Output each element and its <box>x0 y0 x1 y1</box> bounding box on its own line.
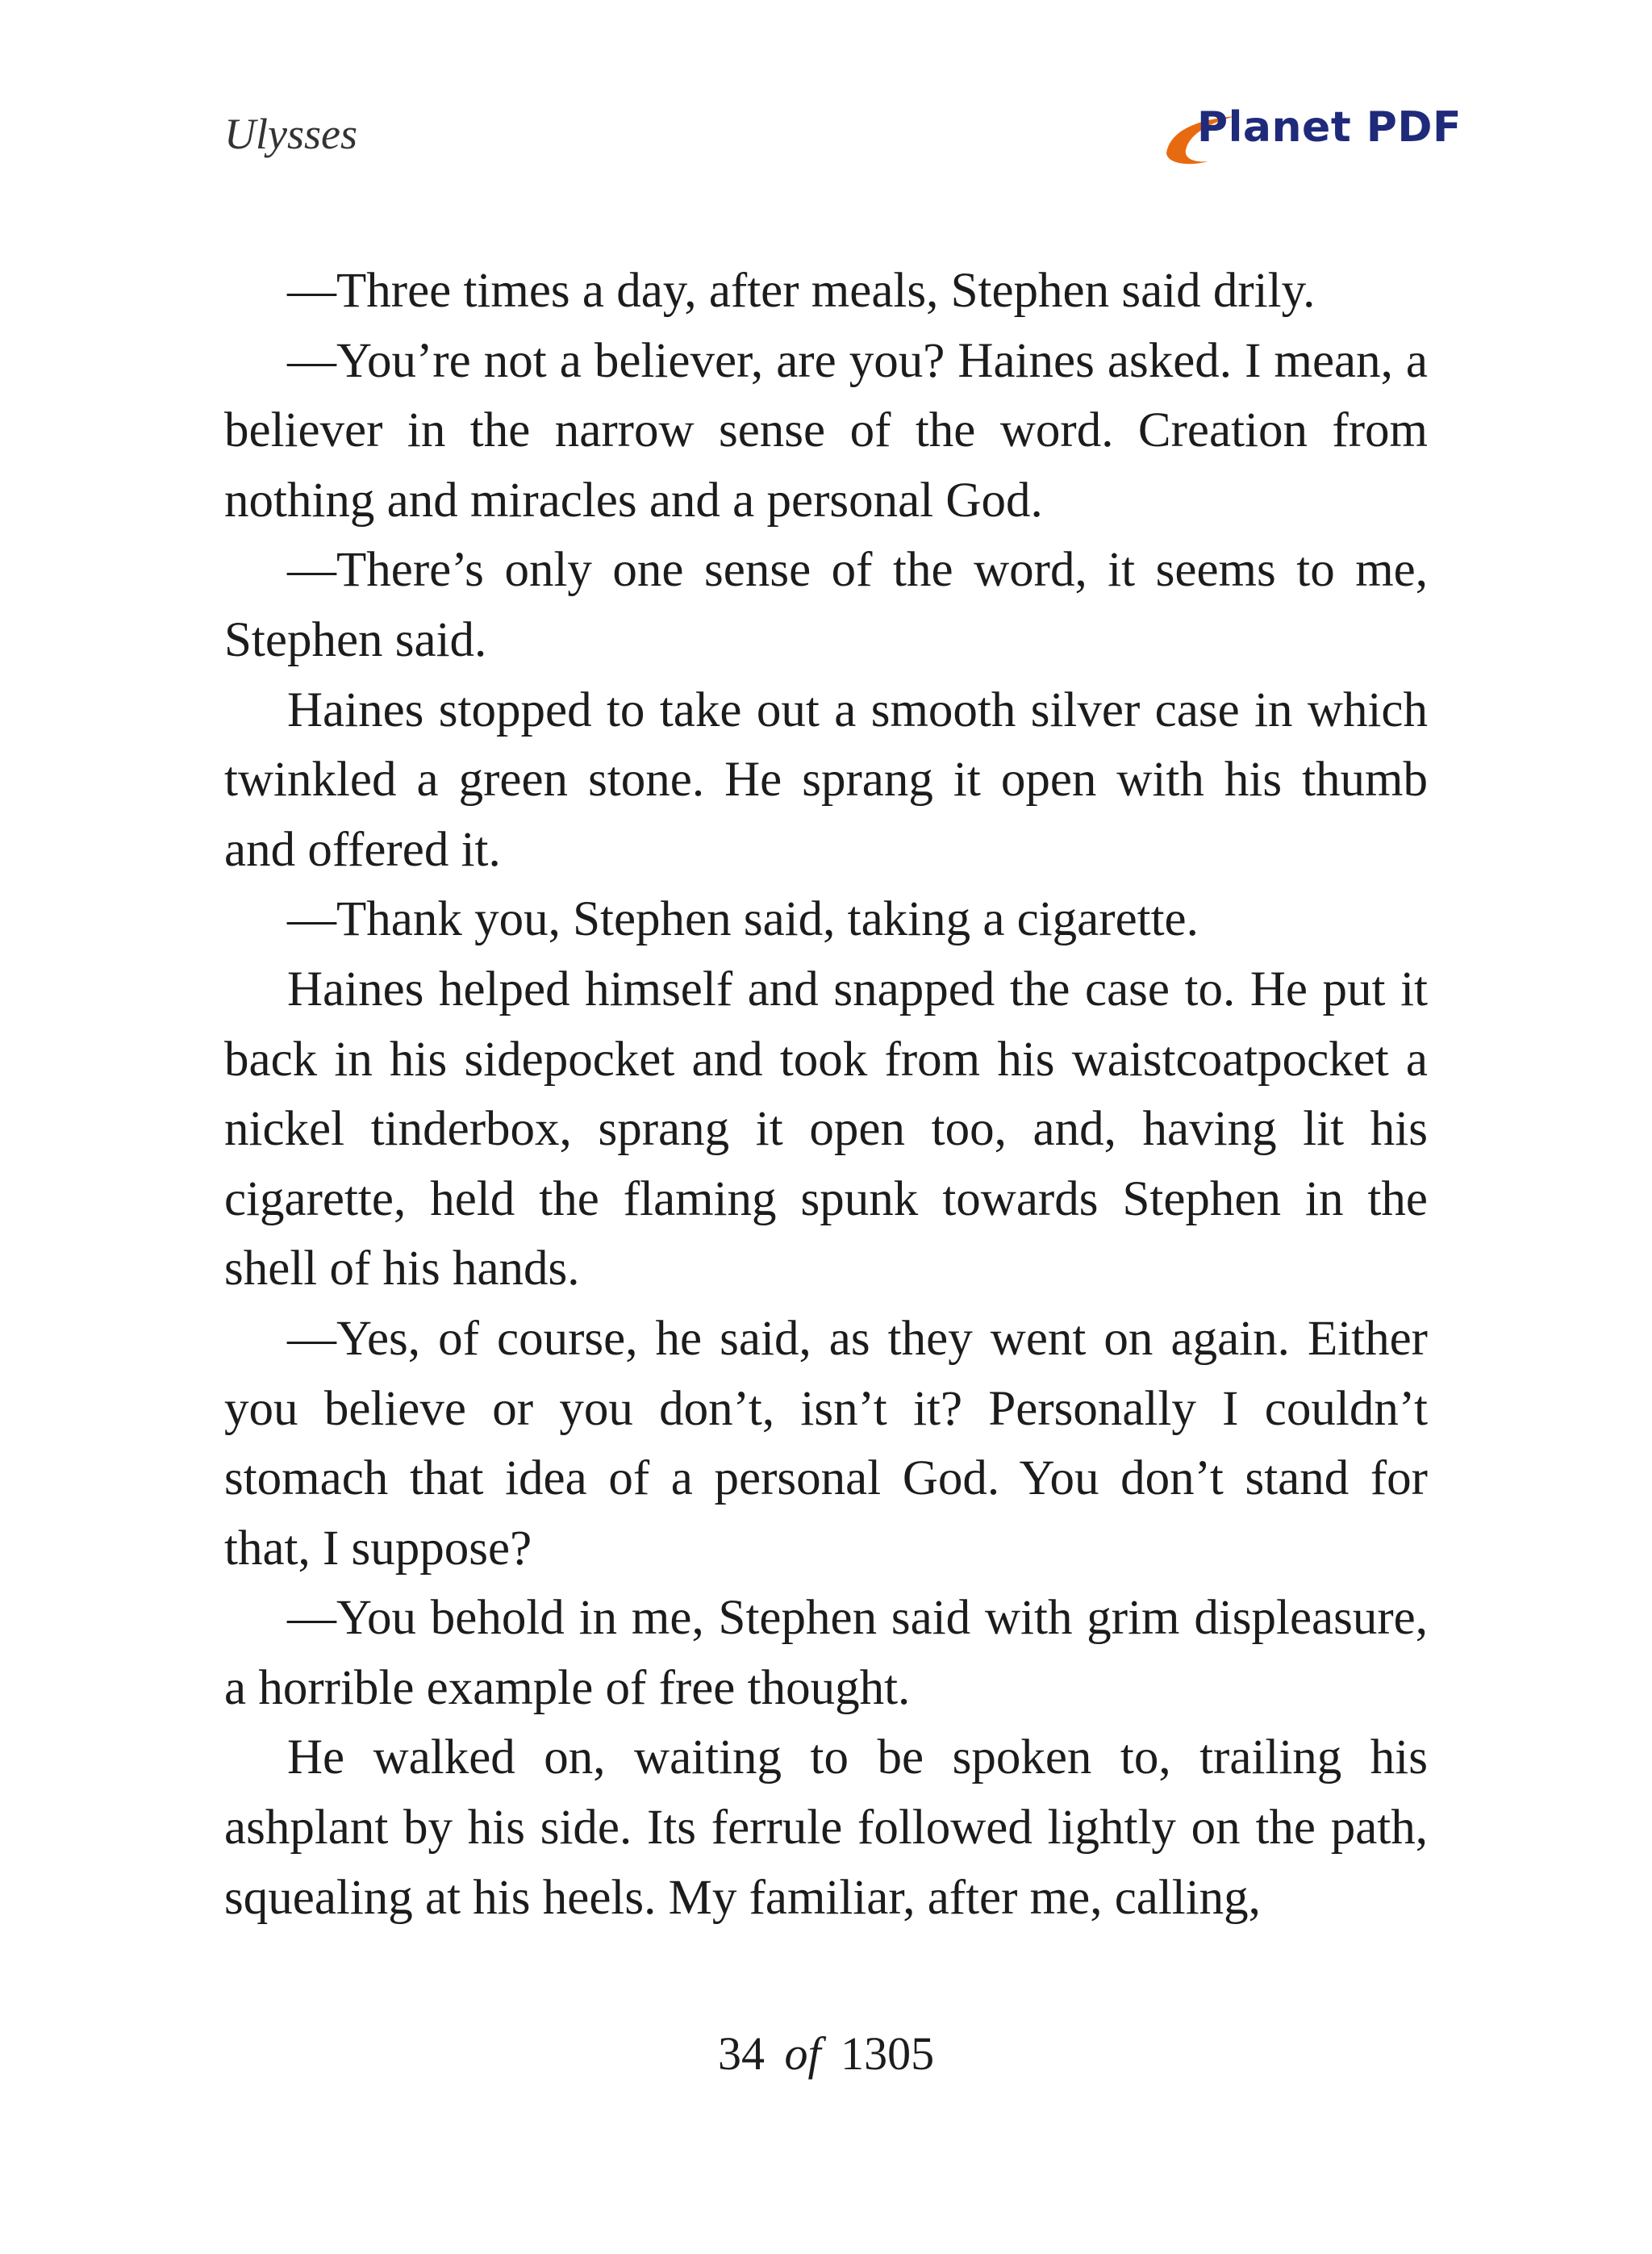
paragraph: —Yes, of course, he said, as they went on again. Either you believe or you don’t, isn’t it? Personally I couldn’t stomach that idea of a personal God. You don’t stand for that, I suppose? <box>224 1311 1428 1576</box>
paragraph: —Three times a day, after meals, Stephen said drily. <box>287 264 1316 318</box>
planet-pdf-logo <box>1162 97 1462 169</box>
current-page: 34 <box>717 2027 765 2080</box>
total-pages: 1305 <box>841 2027 935 2080</box>
paragraph: —You behold in me, Stephen said with grim displeasure, a horrible example of free thought. <box>224 1591 1428 1715</box>
paragraph: Haines helped himself and snapped the case to. He put it back in his sidepocket and took from his waistcoatpocket a nickel tinderbox, sprang it open too, and, having lit his cigarette, held the flaming spunk towards Stephen in the shell of his hands. <box>224 962 1428 1296</box>
logo-text: Planet PDF <box>1197 103 1462 152</box>
book-title: Ulysses <box>224 110 357 158</box>
page-number <box>0 2025 1652 2083</box>
paragraph: —You’re not a believer, are you? Haines asked. I mean, a believer in the narrow sense of the word. Creation from nothing and miracles and a personal God. <box>224 333 1428 528</box>
paragraph: Haines stopped to take out a smooth silver case in which twinkled a green stone. He sprang it open with his thumb and offered it. <box>224 682 1428 877</box>
page-of-label: of <box>784 2027 821 2080</box>
paragraph: —Thank you, Stephen said, taking a cigarette. <box>287 892 1199 947</box>
paragraph: —There’s only one sense of the word, it seems to me, Stephen said. <box>224 543 1428 667</box>
paragraph: He walked on, waiting to be spoken to, trailing his ashplant by his side. Its ferrule followed lightly on the path, squealing at his heels. My familiar, after me, calling, <box>224 1730 1428 1925</box>
page-body <box>224 257 1428 1933</box>
